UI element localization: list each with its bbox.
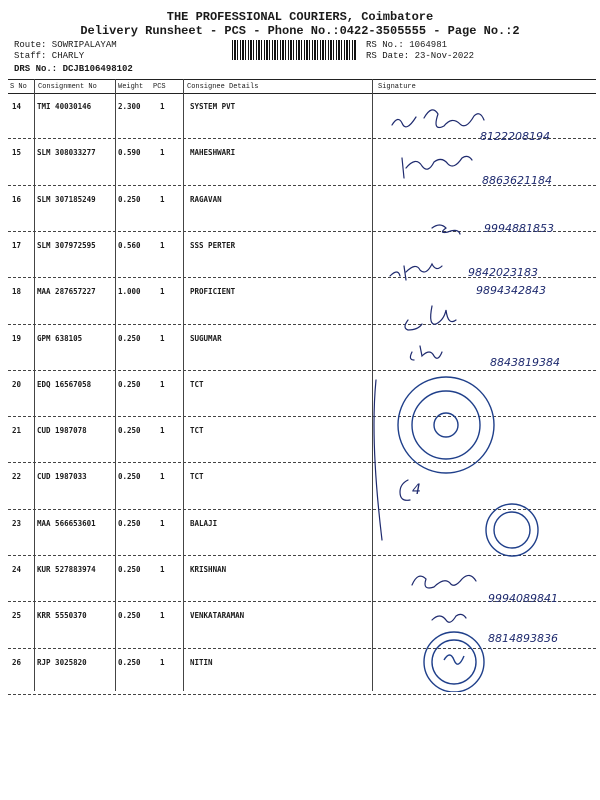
row-weight: 0.250 (118, 565, 141, 574)
row-pcs: 1 (160, 565, 165, 574)
row-pcs: 1 (160, 287, 165, 297)
row-consignee: BALAJI (190, 518, 218, 528)
column-divider (34, 79, 35, 691)
company-title: THE PROFESSIONAL COURIERS, Coimbatore (166, 10, 434, 24)
row-weight: 1.000 (118, 287, 141, 297)
row-sno: 17 (12, 240, 22, 250)
row-consignment: MAA 566653601 (37, 518, 96, 528)
signature-column (372, 80, 596, 692)
row-consignment: CUD 1987078 (37, 426, 87, 436)
row-consignment: KUR 527883974 (37, 565, 96, 574)
row-consignee: NITIN (190, 657, 213, 667)
route-info: Route: SOWRIPALAYAM (14, 40, 117, 50)
row-weight: 0.250 (118, 333, 141, 343)
header-consignment: Consignment No (38, 83, 97, 91)
row-sno: 26 (12, 657, 22, 667)
signature-scribble (390, 264, 442, 280)
signature-scribble (392, 110, 484, 128)
row-pcs: 1 (160, 194, 165, 204)
rs-date: RS Date: 23-Nov-2022 (366, 51, 475, 61)
signature-scribble (405, 306, 456, 330)
row-pcs: 1 (160, 102, 165, 111)
column-divider (115, 79, 116, 691)
signature-phone: 9994881853 (484, 222, 554, 235)
row-weight: 0.560 (118, 240, 141, 250)
row-weight: 0.250 (118, 472, 141, 482)
signature-phone: 9994089841 (488, 592, 558, 605)
row-consignee: TCT (190, 472, 204, 482)
row-sno: 21 (12, 426, 22, 436)
signature-scribble (432, 614, 466, 622)
row-consignment: GPM 638105 (37, 333, 83, 343)
row-pcs: 1 (160, 657, 165, 667)
round-stamp-inner (432, 640, 476, 684)
row-pcs: 1 (160, 472, 165, 482)
row-weight: 0.250 (118, 611, 141, 621)
row-pcs: 1 (160, 148, 165, 158)
stamp-signature (444, 655, 464, 664)
row-consignment: SLM 308033277 (37, 148, 96, 158)
circled-mark (400, 480, 410, 500)
row-consignee: VENKATARAMAN (190, 611, 245, 621)
header-weight: Weight (118, 83, 144, 91)
row-sno: 23 (12, 518, 22, 528)
row-sno: 24 (12, 565, 22, 574)
row-sno: 18 (12, 287, 22, 297)
row-weight: 0.590 (118, 148, 141, 158)
row-weight: 0.250 (118, 426, 141, 436)
row-consignment: EDQ 16567058 (37, 379, 92, 389)
row-consignee: SUGUMAR (190, 333, 222, 343)
row-consignment: SLM 307185249 (37, 194, 96, 204)
signature-scribble (402, 156, 472, 178)
row-weight: 2.300 (118, 102, 141, 111)
row-sno: 25 (12, 611, 22, 621)
row-weight: 0.250 (118, 518, 141, 528)
drs-number: DRS No.: DCJB106498102 (14, 64, 133, 74)
row-consignment: KRR 5550370 (37, 611, 87, 621)
row-consignee: SSS PERTER (190, 240, 236, 250)
row-weight: 0.250 (118, 194, 141, 204)
row-sno: 16 (12, 194, 22, 204)
row-pcs: 1 (160, 333, 165, 343)
company-stamp-center (434, 413, 458, 437)
row-pcs: 1 (160, 426, 165, 436)
round-stamp (424, 632, 484, 692)
header-signature: Signature (378, 83, 416, 91)
row-consignee: PROFICIENT (190, 287, 236, 297)
row-sno: 14 (12, 102, 22, 111)
row-sno: 15 (12, 148, 22, 158)
row-consignment: RJP 3025820 (37, 657, 87, 667)
row-consignment: TMI 40030146 (37, 102, 92, 111)
row-consignee: RAGAVAN (190, 194, 222, 204)
runsheet-subtitle: Delivery Runsheet - PCS - Phone No.:0422-3505555 - Page No.:2 (80, 24, 520, 38)
signature-scribble (432, 225, 460, 234)
signature-phone: 8122208194 (480, 130, 550, 143)
rs-number: RS No.: 1064981 (366, 40, 448, 50)
row-weight: 0.250 (118, 657, 141, 667)
row-sno: 20 (12, 379, 22, 389)
signature-phone: 8863621184 (482, 174, 552, 187)
header-pcs: PCS (153, 83, 166, 91)
row-consignment: SLM 307972595 (37, 240, 96, 250)
staff-info: Staff: CHARLY (14, 51, 85, 61)
row-weight: 0.250 (118, 379, 141, 389)
circled-number: 4 (412, 482, 421, 498)
row-sno: 22 (12, 472, 22, 482)
bracket-line (374, 380, 382, 540)
row-consignment: CUD 1987033 (37, 472, 87, 482)
row-consignee: SYSTEM PVT (190, 102, 236, 111)
signatures-drawing (372, 80, 596, 692)
row-consignee: KRISHNAN (190, 565, 227, 574)
row-consignee: TCT (190, 379, 204, 389)
row-separator (8, 694, 596, 695)
column-divider (183, 79, 184, 691)
row-pcs: 1 (160, 240, 165, 250)
signature-phone: 9894342843 (476, 284, 546, 297)
signature-scribble (412, 575, 476, 588)
row-pcs: 1 (160, 611, 165, 621)
row-pcs: 1 (160, 379, 165, 389)
signature-scribble (410, 346, 442, 360)
small-stamp-inner (494, 512, 530, 548)
header-consignee: Consignee Details (187, 83, 259, 91)
row-pcs: 1 (160, 518, 165, 528)
signature-phone: 8814893836 (488, 632, 558, 645)
header-sno: S No (10, 83, 27, 91)
signature-phone: 8843819384 (490, 356, 560, 369)
row-sno: 19 (12, 333, 22, 343)
row-consignee: MAHESHWARI (190, 148, 236, 158)
company-stamp-inner (412, 391, 480, 459)
row-consignment: MAA 287657227 (37, 287, 96, 297)
signature-phone: 9842023183 (468, 266, 538, 279)
barcode (232, 40, 357, 60)
row-consignee: TCT (190, 426, 204, 436)
